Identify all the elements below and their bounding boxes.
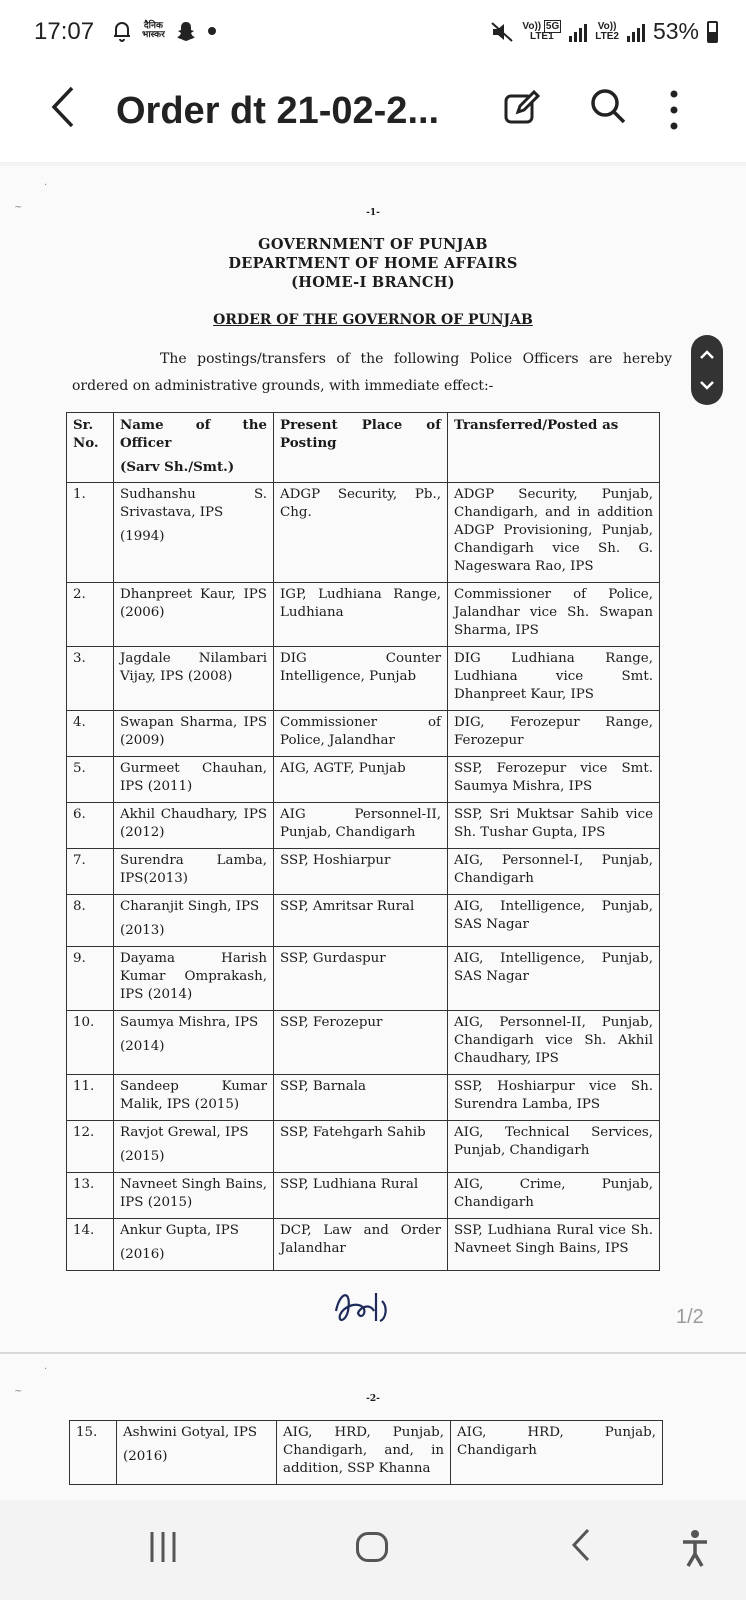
accessibility-button[interactable] (680, 1528, 710, 1572)
table-row (67, 1011, 660, 1075)
table-row (67, 483, 660, 583)
table-row (67, 1075, 660, 1121)
signature-image (330, 1281, 400, 1331)
cell-present-posting: AIG Personnel-II, Punjab, Chandigarh (274, 803, 448, 849)
edit-icon (502, 88, 542, 128)
cell-sr: 7. (67, 849, 114, 895)
cell-present-posting: ADGP Security, Pb., Chg. (274, 483, 448, 583)
officer-name: Ravjot Grewal, IPS (120, 1125, 249, 1140)
sim1-label: LTE1 (529, 30, 554, 42)
status-right (490, 18, 718, 45)
signal-bars-2-icon (627, 22, 645, 42)
cell-present-posting: SSP, Amritsar Rural (274, 895, 448, 947)
table-row (67, 947, 660, 1011)
more-vert-icon (668, 88, 680, 132)
header-transferred: Transferred/Posted as (448, 413, 660, 483)
page-number: -1- (366, 208, 380, 218)
scan-mark: · (44, 180, 48, 191)
edit-button[interactable] (502, 88, 542, 132)
cell-transferred-as: AIG, Personnel-II, Punjab, Chandigarh vice Sh. Akhil Chaudhary, IPS (448, 1011, 660, 1075)
table-row (67, 1219, 660, 1271)
back-button[interactable] (48, 84, 78, 141)
table-row (67, 1121, 660, 1173)
cell-present-posting: SSP, Hoshiarpur (274, 849, 448, 895)
volte-label: Vo)) (522, 20, 542, 32)
more-options-button[interactable] (668, 88, 680, 136)
officer-name: Gurmeet Chauhan, IPS (2011) (120, 761, 267, 794)
cell-present-posting: AIG, HRD, Punjab, Chandigarh, and, in addition, SSP Khanna (277, 1421, 451, 1485)
notification-icons (112, 20, 217, 42)
cell-name (114, 1121, 274, 1173)
home-button[interactable] (356, 1532, 388, 1562)
cell-sr: 13. (67, 1173, 114, 1219)
officer-name: Dayama Harish Kumar Omprakash, IPS (2014) (120, 951, 267, 1002)
cell-transferred-as: DIG, Ferozepur Range, Ferozepur (448, 711, 660, 757)
back-arrow-icon (570, 1526, 592, 1564)
status-bar (0, 0, 746, 70)
cell-sr: 14. (67, 1219, 114, 1271)
status-time: 17:07 (34, 18, 95, 45)
dot-icon (207, 26, 217, 36)
cell-transferred-as: SSP, Ferozepur vice Smt. Saumya Mishra, IPS (448, 757, 660, 803)
signal-bars-1-icon (569, 22, 587, 42)
cell-transferred-as: DIG Ludhiana Range, Ludhiana vice Smt. Dhanpreet Kaur, IPS (448, 647, 660, 711)
cell-sr: 15. (70, 1421, 117, 1485)
cell-present-posting: Commissioner of Police, Jalandhar (274, 711, 448, 757)
volte-label-2: Vo)) (597, 20, 617, 32)
transfers-table (66, 412, 660, 1271)
cell-transferred-as: AIG, Personnel-I, Punjab, Chandigarh (448, 849, 660, 895)
scan-mark: ~ (14, 1386, 23, 1397)
cell-transferred-as: SSP, Hoshiarpur vice Sh. Surendra Lamba, IPS (448, 1075, 660, 1121)
cell-sr: 11. (67, 1075, 114, 1121)
officer-name: Ashwini Gotyal, IPS (123, 1425, 258, 1440)
table-row (67, 711, 660, 757)
header-line-3: (HOME-I BRANCH) (291, 274, 455, 291)
dainik-bhaskar-icon (142, 22, 165, 40)
cell-present-posting: SSP, Ludhiana Rural (274, 1173, 448, 1219)
recent-apps-icon (148, 1530, 178, 1564)
officer-batch: (2014) (120, 1039, 165, 1054)
cell-present-posting: DCP, Law and Order Jalandhar (274, 1219, 448, 1271)
cell-present-posting: SSP, Barnala (274, 1075, 448, 1121)
sim2-label: LTE2 (595, 30, 619, 42)
nav-back-button[interactable] (570, 1526, 592, 1573)
document-viewer[interactable] (0, 162, 746, 1500)
cell-name (114, 947, 274, 1011)
cell-transferred-as: AIG, HRD, Punjab, Chandigarh (451, 1421, 663, 1485)
officer-name: Swapan Sharma, IPS (2009) (120, 715, 267, 748)
app-bar (0, 70, 746, 162)
accessibility-icon (680, 1528, 710, 1568)
document-page-1 (0, 166, 746, 1352)
table-row (67, 647, 660, 711)
header-present: Present Place of Posting (274, 413, 448, 483)
officer-name: Akhil Chaudhary, IPS (2012) (120, 807, 267, 840)
officer-name: Sudhanshu S. Srivastava, IPS (120, 487, 267, 520)
network-5g: 5G (545, 20, 560, 32)
table-row (70, 1421, 663, 1485)
cell-sr: 9. (67, 947, 114, 1011)
cell-sr: 2. (67, 583, 114, 647)
scan-mark: · (44, 1364, 48, 1375)
cell-name (117, 1421, 277, 1485)
officer-name: Jagdale Nilambari Vijay, IPS (2008) (120, 651, 267, 684)
table-row (67, 757, 660, 803)
snapchat-icon (175, 20, 197, 42)
cell-name (114, 757, 274, 803)
officer-batch: (2013) (120, 923, 165, 938)
cell-sr: 3. (67, 647, 114, 711)
cell-present-posting: SSP, Gurdaspur (274, 947, 448, 1011)
cell-present-posting: IGP, Ludhiana Range, Ludhiana (274, 583, 448, 647)
cell-name (114, 647, 274, 711)
intro-paragraph: The postings/transfers of the following Police Officers are hereby ordered on administrative grounds, with immediate effect:- (72, 351, 672, 394)
cell-present-posting: DIG Counter Intelligence, Punjab (274, 647, 448, 711)
cell-transferred-as: ADGP Security, Punjab, Chandigarh, and in addition ADGP Provisioning, Punjab, Chandigarh vice Sh. G. Nageswara Rao, IPS (448, 483, 660, 583)
table-row (67, 849, 660, 895)
battery-percent: 53% (652, 18, 699, 44)
header-name (114, 413, 274, 483)
cell-sr: 4. (67, 711, 114, 757)
order-title: ORDER OF THE GOVERNOR OF PUNJAB (213, 312, 533, 328)
cell-name (114, 1075, 274, 1121)
cell-name (114, 1011, 274, 1075)
app-badge-line1: दैनिक (143, 21, 163, 31)
cell-transferred-as: AIG, Intelligence, Punjab, SAS Nagar (448, 947, 660, 1011)
cell-name (114, 583, 274, 647)
cell-sr: 5. (67, 757, 114, 803)
header-line-2: DEPARTMENT OF HOME AFFAIRS (228, 255, 518, 272)
cell-transferred-as: AIG, Technical Services, Punjab, Chandigarh (448, 1121, 660, 1173)
cell-sr: 6. (67, 803, 114, 849)
chevron-down-icon[interactable] (691, 371, 723, 401)
officer-name: Sandeep Kumar Malik, IPS (2015) (120, 1079, 267, 1112)
officer-batch: (1994) (120, 529, 165, 544)
cell-name (114, 1173, 274, 1219)
chevron-up-icon[interactable] (691, 339, 723, 369)
page-scroll-control[interactable] (691, 335, 723, 405)
cell-sr: 1. (67, 483, 114, 583)
recent-apps-button[interactable] (148, 1530, 178, 1568)
officer-name: Ankur Gupta, IPS (120, 1223, 239, 1238)
page-indicator: 1/2 (676, 1306, 704, 1328)
cell-sr: 8. (67, 895, 114, 947)
cell-transferred-as: AIG, Crime, Punjab, Chandigarh (448, 1173, 660, 1219)
header-line-1: GOVERNMENT OF PUNJAB (258, 236, 488, 253)
chevron-left-icon (48, 84, 78, 130)
table-row (67, 583, 660, 647)
mute-icon (490, 21, 514, 43)
system-nav-bar (0, 1500, 746, 1600)
cell-name (114, 849, 274, 895)
cell-transferred-as: AIG, Intelligence, Punjab, SAS Nagar (448, 895, 660, 947)
cell-present-posting: SSP, Fatehgarh Sahib (274, 1121, 448, 1173)
cell-name (114, 483, 274, 583)
table-row (67, 895, 660, 947)
cell-sr: 10. (67, 1011, 114, 1075)
cell-name (114, 711, 274, 757)
battery-icon (707, 21, 718, 43)
cell-name (114, 1219, 274, 1271)
cell-transferred-as: Commissioner of Police, Jalandhar vice Sh. Swapan Sharma, IPS (448, 583, 660, 647)
officer-name: Saumya Mishra, IPS (120, 1015, 259, 1030)
table-header-row (67, 413, 660, 483)
document-page-2 (0, 1354, 746, 1500)
cell-present-posting: AIG, AGTF, Punjab (274, 757, 448, 803)
page-number: -2- (366, 1394, 380, 1404)
sim1-indicator (522, 22, 561, 42)
alarm-bell-icon (112, 20, 132, 42)
cell-name (114, 895, 274, 947)
cell-name (114, 803, 274, 849)
officer-batch: (2016) (120, 1247, 165, 1262)
header-name-text: Name of the Officer (120, 417, 267, 451)
scan-mark: ~ (14, 202, 23, 213)
header-sr: Sr. No. (67, 413, 114, 483)
officer-name: Charanjit Singh, IPS (120, 899, 260, 914)
cell-sr: 12. (67, 1121, 114, 1173)
officer-batch: (2015) (120, 1149, 165, 1164)
officer-name: Surendra Lamba, IPS(2013) (120, 853, 267, 886)
officer-batch: (2016) (123, 1449, 168, 1464)
table-row (67, 1173, 660, 1219)
search-button[interactable] (588, 86, 628, 132)
sim2-indicator (595, 22, 619, 42)
transfers-table-page2 (69, 1420, 663, 1485)
officer-name: Dhanpreet Kaur, IPS (2006) (120, 587, 267, 620)
document-title: Order dt 21-02-2... (116, 90, 440, 132)
cell-transferred-as: SSP, Sri Muktsar Sahib vice Sh. Tushar Gupta, IPS (448, 803, 660, 849)
officer-name: Navneet Singh Bains, IPS (2015) (120, 1177, 267, 1210)
header-name-sub: (Sarv Sh./Smt.) (120, 459, 235, 475)
table-row (67, 803, 660, 849)
cell-transferred-as: SSP, Ludhiana Rural vice Sh. Navneet Singh Bains, IPS (448, 1219, 660, 1271)
app-badge-line2: भास्कर (142, 30, 165, 40)
cell-present-posting: SSP, Ferozepur (274, 1011, 448, 1075)
search-icon (588, 86, 628, 128)
